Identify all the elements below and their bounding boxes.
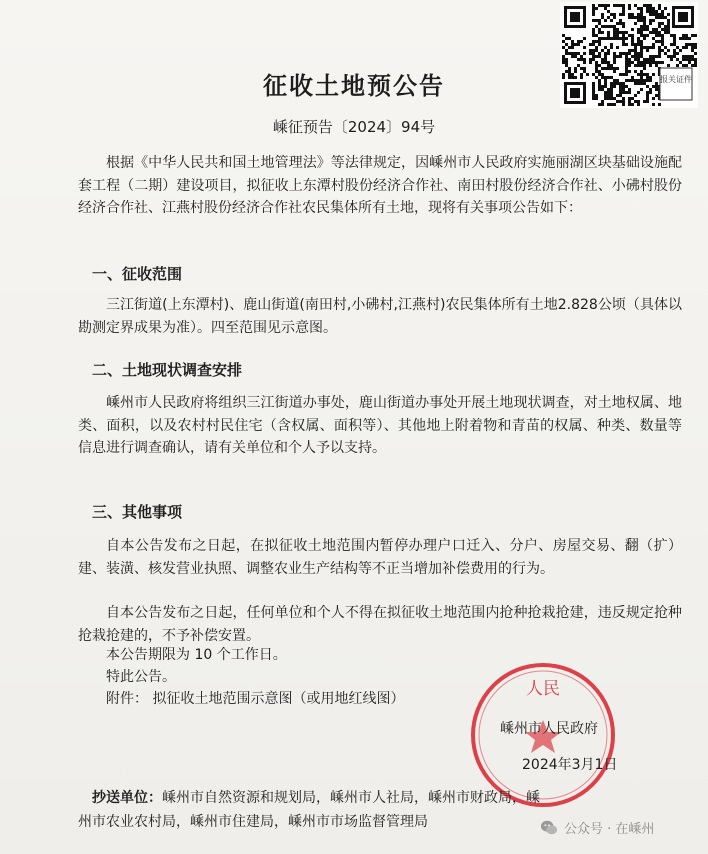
section-heading-other: 三、其他事项 (92, 503, 183, 521)
paragraph-no-rush-planting: 自本公告发布之日起，任何单位和个人不得在拟征收土地范围内抢种抢栽抢建，违反规定抢种抢栽抢建的，不予补偿安置。 (78, 605, 682, 644)
cc-section (92, 786, 672, 810)
cc-units-line1: 嵊州市自然资源和规划局，嵊州市人社局，嵊州市财政局，嵊 (162, 790, 540, 806)
document-number: 嵊征预告〔2024〕94号 (272, 118, 436, 136)
seal-text: 人民 (526, 679, 560, 699)
section-body-survey: 嵊州市人民政府将组织三江街道办事处，鹿山街道办事处开展土地现状调查，对土地权属、地类、面积，以及农村村民住宅（含权属、面积等）、其他地上附着物和青苗的权属、种类、数量等信息进行调查确认，请有关单位和个人予以支持。 (78, 395, 682, 456)
intro-paragraph: 根据《中华人民共和国土地管理法》等法律规定，因嵊州市人民政府实施丽湖区块基础设施配套工程（二期）建设项目，拟征收上东潭村股份经济合作社、南田村股份经济合作社、小砩村股份经济合作社、江燕村股份经济合作社农民集体所有土地，现将有关事项公告如下： (78, 155, 682, 216)
section-body-scope: 三江街道(上东潭村)、鹿山街道(南田村,小砩村,江燕村)农民集体所有土地2.828公顷（具体以勘测定界成果为准）。四至范围见示意图。 (78, 297, 682, 336)
notice-title: 征收土地预公告 (263, 72, 445, 100)
hereby-announce: 特此公告。 (106, 669, 176, 685)
qr-label-top: 报关证件 (660, 75, 692, 84)
section-heading-scope: 一、征收范围 (92, 265, 183, 283)
cc-label: 抄送单位： (92, 790, 162, 806)
validity-period: 本公告期限为 10 个工作日。 (106, 647, 287, 663)
section-body-other: 自本公告发布之日起，在拟征收土地范围内暂停办理户口迁入、分户、房屋交易、翻（扩）建、装潢、核发营业执照、调整农业生产结构等不正当增加补偿费用的行为。 (78, 538, 682, 577)
watermark-text: 公众号 · 在嵊州 (564, 822, 655, 837)
wechat-icon (540, 819, 558, 837)
issue-date: 2024年3月1日 (522, 757, 618, 773)
cc-units-line2: 州市农业农村局，嵊州市住建局，嵊州市市场监督管理局 (78, 814, 428, 830)
attachment-line: 附件： 拟征收土地范围示意图（或用地红线图） (106, 691, 405, 707)
watermark (540, 818, 654, 837)
issuer: 嵊州市人民政府 (500, 721, 598, 737)
section-heading-survey: 二、土地现状调查安排 (92, 361, 243, 379)
